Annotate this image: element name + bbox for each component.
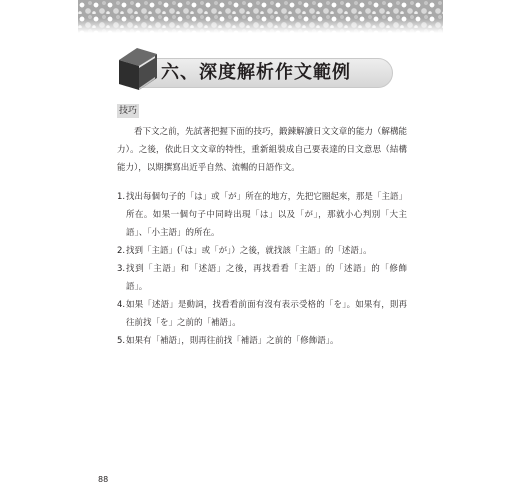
chapter-title: 六、深度解析作文範例 (161, 62, 351, 83)
step-text: 找出每個句子的「は」或「が」所在的地方，先把它圈起來，那是「主語」所在。如果一個句子中同時出現「は」以及「が」，那就小心判別「大主語」、「小主語」的所在。 (126, 192, 407, 238)
list-item (117, 242, 407, 260)
step-text: 找到「主語」和「述語」之後，再找看看「主語」的「述語」的「修飾語」。 (126, 264, 407, 292)
step-number: 4. (117, 300, 126, 310)
step-text: 如果「述語」是動詞，找看看前面有沒有表示受格的「を」。如果有，則再往前找「を」之前的「補語」。 (126, 300, 407, 328)
step-text: 如果有「補語」，則再往前找「補語」之前的「修飾語」。 (126, 336, 339, 346)
list-item (117, 260, 407, 296)
book-icon (115, 46, 159, 94)
section-tag: 技巧 (118, 106, 137, 116)
page-number: 88 (98, 475, 109, 484)
intro-paragraph: 看下文之前，先試著把握下面的技巧，鍛鍊解讀日文文章的能力（解構能力）。之後，依此日文文章的特性，重新組裝成自己要表達的日文意思（結構能力），以期撰寫出近乎自然、流暢的日語作文。 (117, 127, 407, 173)
step-number: 2. (117, 246, 126, 256)
steps-list (117, 188, 407, 350)
list-item (117, 296, 407, 332)
list-item (117, 332, 407, 350)
step-number: 5. (117, 336, 126, 346)
decorative-banner (78, 0, 443, 33)
list-item (117, 188, 407, 242)
step-text: 找到「主語」(「は」或「が」）之後，就找該「主語」的「述語」。 (126, 246, 372, 256)
step-number: 1. (117, 192, 126, 202)
step-number: 3. (117, 264, 126, 274)
